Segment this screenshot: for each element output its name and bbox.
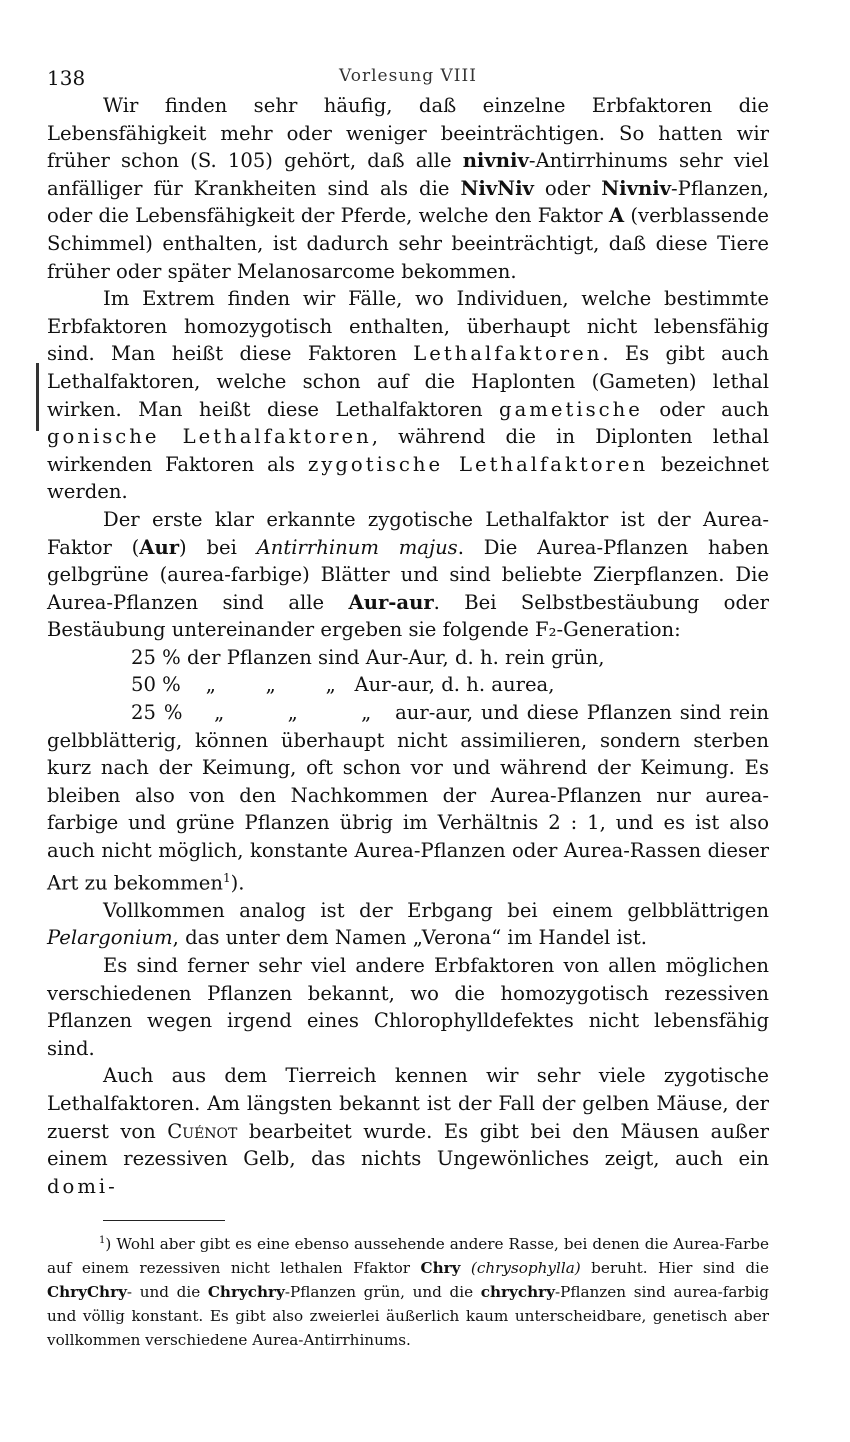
ratio-row-1: 25 % der Pflanzen sind Aur-Aur, d. h. rein grün, [131, 645, 605, 669]
text: Vollkommen analog ist der Erbgang bei einem gelbblättrigen [103, 898, 769, 922]
text [460, 1259, 470, 1277]
text: . Bei Selbstbestäubung oder Bestäubung untereinander ergeben sie folgende F₂-Generation: [47, 590, 769, 642]
margin-pencil-mark [36, 363, 39, 431]
paragraph-6 [47, 1062, 769, 1200]
text: (verblassende Schimmel) enthalten, ist dadurch sehr beeinträchtigt, daß diese Tiere früher oder später Melanosarcome bekommen. [47, 204, 769, 283]
species-name: Antirrhinum majus [256, 535, 458, 559]
text: . Die Aurea-Pflanzen haben gelbgrüne (aurea-farbige) Blätter und sind beliebte Zierpflanzen. Die Aurea-Pflanzen sind alle [47, 535, 770, 614]
text: Der erste klar erkannte zygotische Lethalfaktor ist der Aurea-Faktor ( [47, 507, 769, 559]
footnote [47, 1229, 769, 1352]
text: ). [230, 871, 245, 895]
text: , das unter dem Namen „Verona“ im Handel ist. [172, 926, 647, 950]
text: , während die in Diplonten lethal wirkenden Faktoren als [47, 425, 769, 476]
spaced-term: Lethalfaktoren [413, 342, 603, 366]
paragraph-3 [47, 506, 769, 897]
gene-symbol: Aur [139, 535, 180, 559]
page-number: 138 [47, 66, 86, 90]
text: Auch aus dem Tierreich kennen wir sehr viele zygotische Lethalfaktoren. Am längsten bekannt ist der Fall der gelben Mäuse, der zuerst von [47, 1064, 769, 1143]
gene-symbol: nivniv [462, 149, 529, 173]
spaced-term: gametische [499, 397, 643, 421]
gene-symbol: chrychry [480, 1282, 555, 1301]
paragraph-4 [47, 897, 769, 952]
text: -Antirrhinums sehr viel anfälliger für Krankheiten sind als die [47, 149, 769, 200]
gene-symbol: Nivniv [601, 176, 672, 200]
author-name: Cuénot [167, 1119, 238, 1143]
text: - und die [126, 1282, 208, 1301]
text: Wir finden sehr häufig, daß einzelne Erbfaktoren die Lebensfähigkeit mehr oder weniger beeinträchtigen. So hatten wir früher schon (S. 105) gehört, daß alle [47, 94, 769, 173]
text: oder [533, 176, 602, 200]
ratio-row-3: 25 % „ „ „ [131, 701, 396, 725]
footnote-mark: 1 [99, 1235, 106, 1247]
page-header [47, 60, 769, 92]
running-title: Vorlesung VIII [339, 66, 477, 86]
gene-symbol: Aur-aur [348, 590, 434, 614]
text: . Es gibt auch Lethalfaktoren, welche schon auf die Haplonten (Gameten) lethal wirken. Man heißt diese Lethalfaktoren [47, 342, 769, 421]
body-text [47, 92, 769, 1200]
spaced-term: zygotische Lethalfaktoren [308, 452, 649, 476]
genus-name: Pelargonium [47, 926, 173, 950]
footnote-divider [103, 1220, 225, 1221]
text: aur-aur, und diese Pflanzen sind rein gelbblätterig, können überhaupt nicht assimilieren, sondern sterben kurz nach der Keimung, oft schon vor und während der Keimung. Es bleiben also von den Nachkommen der Aurea-Pflanzen nur aurea-farbige und grüne Pflanzen übrig im Verhältnis 2 : 1, und es ist also auch nicht möglich, konstante Aurea-Pflanzen oder Aurea-Rassen dieser Art zu bekommen [47, 701, 770, 895]
text: -Pflanzen grün, und die [284, 1282, 481, 1301]
gene-symbol: NivNiv [460, 176, 534, 200]
gene-symbol: Chry [420, 1259, 461, 1278]
spaced-term: gonische Lethalfaktoren [47, 425, 372, 449]
spaced-term: domi- [47, 1174, 118, 1198]
gene-symbol: ChryChry [47, 1282, 127, 1301]
text: beruht. Hier sind die [580, 1259, 769, 1278]
text: oder auch [642, 397, 769, 421]
text: ) bei [179, 535, 257, 559]
text: Im Extrem finden wir Fälle, wo Individuen, welche bestimmte Erbfaktoren homozygotisch enthalten, überhaupt nicht lebensfähig sind. Man heißt diese Faktoren [47, 287, 769, 366]
species-name: (chrysophylla) [470, 1259, 581, 1278]
text: ) Wohl aber gibt es eine ebenso aussehende andere Rasse, bei denen die Aurea-Farbe auf einem rezessiven nicht lethalen Ffaktor [47, 1235, 769, 1278]
gene-symbol: Chrychry [207, 1282, 285, 1301]
text: Es sind ferner sehr viel andere Erbfaktoren von allen möglichen verschiedenen Pflanzen bekannt, wo die homozygotisch rezessiven Pflanzen wegen irgend eines Chlorophylldefektes nicht lebensfähig sind. [47, 953, 769, 1060]
paragraph-1 [47, 92, 769, 285]
paragraph-5 [47, 952, 769, 1062]
text: -Pflanzen, oder die Lebensfähigkeit der Pferde, welche den Faktor [47, 176, 769, 228]
text: bezeichnet werden. [47, 452, 770, 504]
text: bearbeitet wurde. Es gibt bei den Mäusen außer einem rezessiven Gelb, das nichts Ungewönliches zeigt, auch ein [47, 1119, 769, 1171]
paragraph-2 [47, 285, 769, 506]
text: -Pflanzen sind aurea-farbig und völlig konstant. Es gibt also zweierlei äußerlich kaum unterscheidbare, genetisch aber vollkommen verschiedene Aurea-Antirrhinums. [47, 1282, 770, 1349]
footnote-reference[interactable]: 1 [222, 870, 231, 885]
book-page [47, 60, 769, 1352]
gene-symbol: A [608, 204, 625, 228]
ratio-row-2: 50 % „ „ „ Aur-aur, d. h. aurea, [131, 673, 555, 697]
